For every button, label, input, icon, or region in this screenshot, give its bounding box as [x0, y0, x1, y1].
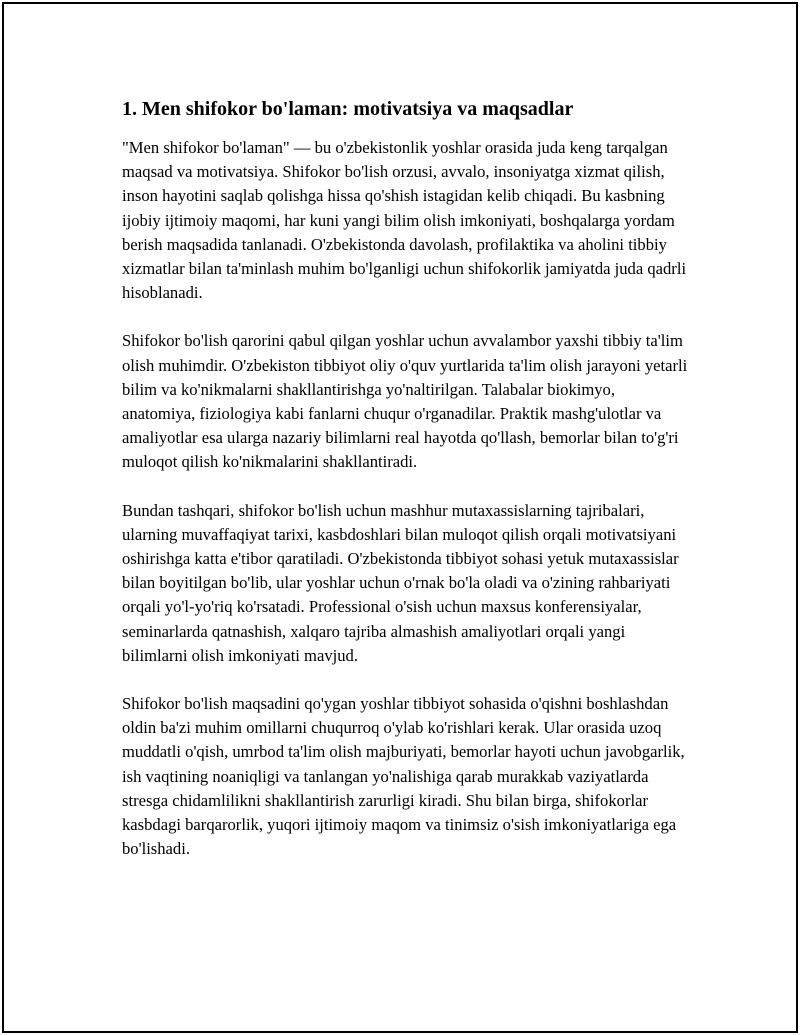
paragraph-2: Shifokor bo'lish qarorini qabul qilgan yoshlar uchun avvalambor yaxshi tibbiy ta'lim olish muhimdir. O'zbekiston tibbiyot oliy o'quv yurtlarida ta'lim olish jarayoni yetarli bilim va ko'nikmalarni shakllantirishga yo'naltirilgan. Talabalar biokimyo, anatomiya, fiziologiya kabi fanlarni chuqur o'rganadilar. Praktik mashg'ulotlar va amaliyotlar esa ularga nazariy bilimlarni real hayotda qo'llash, bemorlar bilan to'g'ri muloqot qilish ko'nikmalarini shakllantiradi. [122, 331, 688, 472]
paragraph-3: Bundan tashqari, shifokor bo'lish uchun mashhur mutaxassislarning tajribalari, ularning muvaffaqiyat tarixi, kasbdoshlari bilan muloqot qilish orqali motivatsiyani oshirishga katta e'tibor qaratiladi. O'zbekistonda tibbiyot sohasi yetuk mutaxassislar bilan boyitilgan bo'lib, ular yoshlar uchun o'rnak bo'la oladi va o'zining rahbariyati orqali yo'l-yo'riq ko'rsatadi. Professional o'sish uchun maxsus konferensiyalar, seminarlarda qatnashish, xalqaro tajriba almashish amaliyotlari orqali yangi bilimlarni olish imkoniyati mavjud. [122, 500, 679, 665]
section-title: 1. Men shifokor bo'laman: motivatsiya va maqsadlar [122, 98, 574, 120]
paragraph-4: Shifokor bo'lish maqsadini qo'ygan yoshlar tibbiyot sohasida o'qishni boshlashdan oldin ba'zi muhim omillarni chuqurroq o'ylab ko'rishlari kerak. Ular orasida uzoq muddatli o'qish, umrbod ta'lim olish majburiyati, bemorlar hayoti uchun javobgarlik, ish vaqtining noaniqligi va tanlangan yo'nalishiga qarab murakkab vaziyatlarda stresga chidamlilikni shakllantirish zarurligi kiradi. Shu bilan birga, shifokorlar kasbdagi barqarorlik, yuqori ijtimoiy maqom va tinimsiz o'sish imkoniyatlariga ega bo'lishadi. [122, 694, 685, 859]
document-body [122, 96, 692, 885]
page-frame [2, 2, 798, 1033]
paragraph-1: "Men shifokor bo'laman" — bu o'zbekistonlik yoshlar orasida juda keng tarqalgan maqsad va motivatsiya. Shifokor bo'lish orzusi, avvalo, insoniyatga xizmat qilish, inson hayotini saqlab qolishga hissa qo'shish istagidan kelib chiqadi. Bu kasbning ijobiy ijtimoiy maqomi, har kuni yangi bilim olish imkoniyati, boshqalarga yordam berish maqsadida tanlanadi. O'zbekistonda davolash, profilaktika va aholini tibbiy xizmatlar bilan ta'minlash muhim bo'lganligi uchun shifokorlik jamiyatda juda qadrli hisoblanadi. [122, 138, 687, 303]
